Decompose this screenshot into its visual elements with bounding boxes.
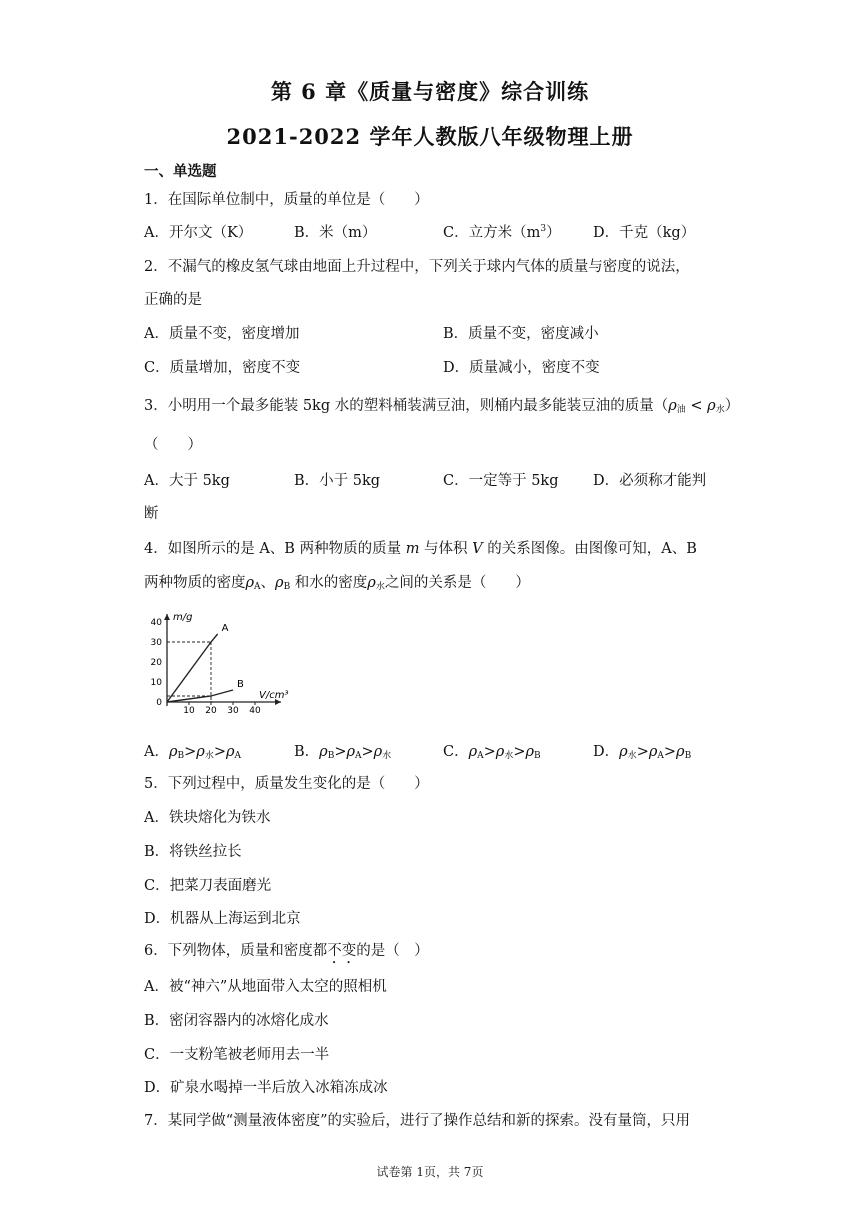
- question-1-stem: 1．在国际单位制中，质量的单位是（ ）: [144, 192, 429, 208]
- question-2-stem: 2．不漏气的橡皮氢气球由地面上升过程中，下列关于球内气体的质量与密度的说法，: [144, 259, 690, 275]
- series-line-a: [167, 634, 218, 702]
- q4-option-d: D．$\rho_水>\rho_A>\rho_B$: [593, 744, 692, 761]
- q6-option-d: D．矿泉水喝掉一半后放入冰箱冻成冰: [144, 1080, 388, 1096]
- x-tick-label: 10: [183, 706, 195, 716]
- series-label-a: A: [221, 623, 229, 634]
- y-tick-label: 10: [150, 678, 162, 688]
- q3-option-d: D．必须称才能判: [593, 473, 707, 489]
- q2-option-a: A．质量不变，密度增加: [144, 326, 300, 342]
- section-heading: 一、单选题: [144, 163, 217, 180]
- q1-option-c: C．立方米$(m^3)$: [443, 224, 561, 241]
- q2-option-b: B．质量不变，密度减小: [443, 326, 599, 342]
- series-label-b: B: [237, 679, 244, 690]
- question-4-stem: 4．如图所示的是 A、B 两种物质的质量 m 与体积 V 的关系图像。由图像可知，A、B: [144, 541, 697, 557]
- x-tick-label: 30: [227, 706, 239, 716]
- q3-option-a: A．大于 5kg: [144, 473, 230, 489]
- question-7-stem: 7．某同学做“测量液体密度”的实验后，进行了操作总结和新的探索。没有量筒，只用: [144, 1113, 691, 1129]
- question-3-stem: 3．小明用一个最多能装 5kg 水的塑料桶装满豆油，则桶内最多能装豆油的质量$(\rho_油 < \rho_水)$: [144, 398, 740, 415]
- x-axis-label: V/cm³: [259, 690, 289, 701]
- q5-option-a: A．铁块熔化为铁水: [144, 810, 271, 826]
- question-3-blank: （ ）: [144, 437, 202, 453]
- y-tick-label: 20: [150, 658, 162, 668]
- exam-subtitle: 2021-2022 学年人教版八年级物理上册: [226, 124, 634, 149]
- q2-option-c: C．质量增加，密度不变: [144, 360, 301, 376]
- q5-option-d: D．机器从上海运到北京: [144, 911, 301, 927]
- q6-option-c: C．一支粉笔被老师用去一半: [144, 1047, 330, 1063]
- q5-option-b: B．将铁丝拉长: [144, 844, 242, 860]
- y-tick-label: 30: [150, 638, 162, 648]
- q6-option-b: B．密闭容器内的冰熔化成水: [144, 1013, 329, 1029]
- q5-option-c: C．把菜刀表面磨光: [144, 878, 272, 894]
- q6-option-a: A．被“神六”从地面带入太空的照相机: [144, 979, 387, 995]
- q4-option-b: B．$\rho_B>\rho_A>\rho_水$: [294, 744, 392, 761]
- q3-option-b: B．小于 5kg: [294, 473, 381, 489]
- q1-option-d: D．千克（kg）: [593, 225, 696, 241]
- q4-option-a: A．$\rho_B>\rho_水>\rho_A$: [144, 744, 242, 761]
- y-axis-arrow: [164, 614, 170, 620]
- q3-option-d-cont: 断: [144, 506, 159, 522]
- q3-option-c: C．一定等于 5kg: [443, 473, 559, 489]
- y-tick-label: 40: [150, 618, 162, 628]
- x-tick-label: 40: [249, 706, 261, 716]
- q1-option-b: B．米（m）: [294, 225, 377, 241]
- q2-option-d: D．质量减小，密度不变: [443, 360, 600, 376]
- mass-volume-chart: [140, 602, 330, 718]
- q1-option-a: A．开尔文（K）: [144, 225, 253, 241]
- y-axis-label: m/g: [173, 612, 193, 623]
- x-tick-label: 20: [205, 706, 217, 716]
- question-5-stem: 5．下列过程中，质量发生变化的是（ ）: [144, 776, 429, 792]
- q4-option-c: C．$\rho_A>\rho_水>\rho_B$: [443, 744, 541, 761]
- page-footer: 试卷第 1页，共 7页: [376, 1165, 484, 1179]
- question-6-stem: 6．下列物体，质量和密度都不变的是（ ）: [144, 943, 429, 959]
- exam-title: 第 6 章《质量与密度》综合训练: [270, 79, 590, 104]
- question-4-stem-cont: 两种物质的密度$\rho_A$、$\rho_B$ 和水的密度$\rho_水$之间的关系是（ ）: [144, 575, 530, 592]
- question-2-stem-cont: 正确的是: [144, 292, 202, 308]
- y-tick-label: 0: [156, 698, 162, 708]
